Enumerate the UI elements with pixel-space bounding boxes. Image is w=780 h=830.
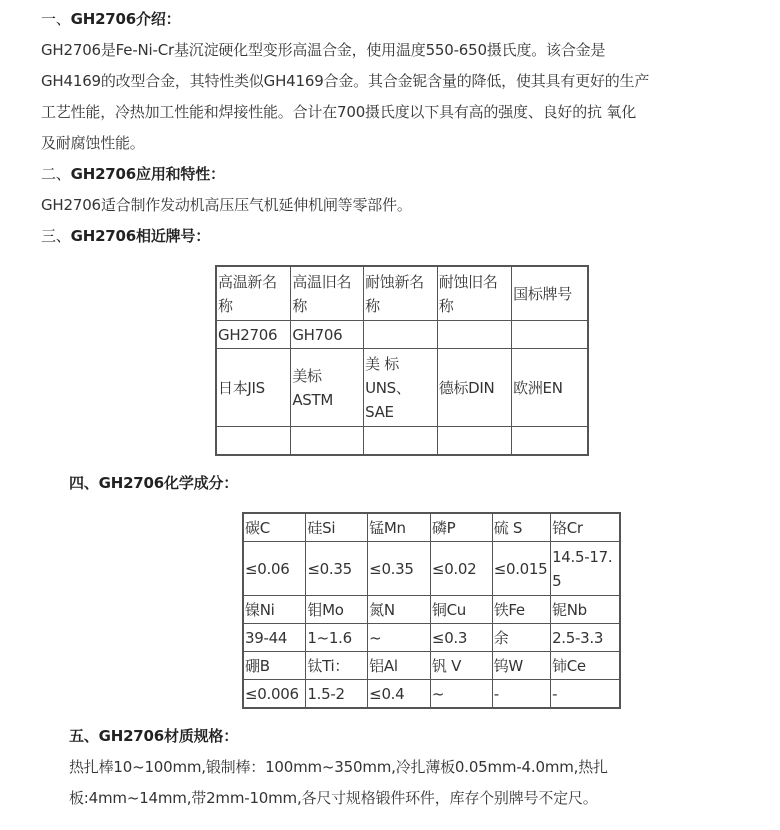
table-cell: 1.5-2 <box>306 680 368 709</box>
table-cell: 钒 V <box>430 652 492 680</box>
composition-table <box>242 512 621 709</box>
table-cell: 39-44 <box>243 624 306 652</box>
heading-title: 四、GH2706化学成分： <box>69 474 239 492</box>
table-row <box>216 321 588 349</box>
table-row <box>243 513 620 542</box>
table-cell <box>437 321 511 349</box>
table-cell: 锰Mn <box>368 513 431 542</box>
table-cell: ≤0.015 <box>492 542 550 596</box>
table-cell: ~ <box>430 680 492 709</box>
heading-title: 五、GH2706材质规格： <box>69 727 239 745</box>
table-cell <box>216 427 291 456</box>
table-cell <box>437 427 511 456</box>
table-cell: 耐蚀新名称 <box>364 266 438 321</box>
section-heading-grades <box>41 221 210 252</box>
table-cell: 高温新名称 <box>216 266 291 321</box>
table-cell: 高温旧名称 <box>291 266 364 321</box>
table-cell: 铌Nb <box>551 596 620 624</box>
table-cell: GH706 <box>291 321 364 349</box>
table-cell: 德标DIN <box>437 349 511 427</box>
heading-title: GH2706应用和特性： <box>70 165 225 183</box>
table-cell: ≤0.06 <box>243 542 306 596</box>
grades-table <box>215 265 589 456</box>
table-row <box>243 652 620 680</box>
table-cell <box>364 321 438 349</box>
table-row <box>216 349 588 427</box>
table-cell: - <box>551 680 620 709</box>
table-cell: 铈Ce <box>551 652 620 680</box>
table-cell: 硼B <box>243 652 306 680</box>
table-cell: 钼Mo <box>306 596 368 624</box>
table-cell: ≤0.3 <box>430 624 492 652</box>
table-row <box>243 596 620 624</box>
heading-prefix: 二、 <box>41 165 71 183</box>
table-cell: ≤0.35 <box>368 542 431 596</box>
table-cell: 钛Ti： <box>306 652 368 680</box>
intro-line: 工艺性能，冷热加工性能和焊接性能。合计在700摄氏度以下具有高的强度、良好的抗 氧化 <box>41 103 637 121</box>
table-cell: ≤0.02 <box>430 542 492 596</box>
table-cell <box>364 427 438 456</box>
intro-line: 及耐腐蚀性能。 <box>41 134 145 152</box>
table-cell: GH2706 <box>216 321 291 349</box>
table-cell: 铝Al <box>368 652 431 680</box>
table-cell: ≤0.4 <box>368 680 431 709</box>
table-cell: 氮N <box>368 596 431 624</box>
table-cell: 铬Cr <box>551 513 620 542</box>
table-cell: 硅Si <box>306 513 368 542</box>
table-row <box>216 427 588 456</box>
table-cell: 2.5-3.3 <box>551 624 620 652</box>
table-cell: 日本JIS <box>216 349 291 427</box>
table-cell: 耐蚀旧名称 <box>437 266 511 321</box>
table-cell: 欧洲EN <box>512 349 588 427</box>
table-cell: ≤0.006 <box>243 680 306 709</box>
table-cell: 1~1.6 <box>306 624 368 652</box>
table-row <box>216 266 588 321</box>
specs-line: 热扎棒10~100mm,锻制棒：100mm~350mm,冷扎薄板0.05mm-4.0mm,热扎 <box>69 758 608 776</box>
heading-prefix: 三、 <box>41 227 71 245</box>
specs-line: 板:4mm~14mm,带2mm-10mm,各尺寸规格锻件环件，库存个别牌号不定尺。 <box>69 789 598 807</box>
table-row <box>243 624 620 652</box>
table-cell <box>512 321 588 349</box>
table-cell: 钨W <box>492 652 550 680</box>
table-cell: 磷P <box>430 513 492 542</box>
table-cell: 铁Fe <box>492 596 550 624</box>
table-cell: 镍Ni <box>243 596 306 624</box>
section-heading-specs <box>69 721 238 752</box>
section-heading-application <box>41 159 225 190</box>
intro-line: GH4169的改型合金，其特性类似GH4169合金。其合金铌含量的降低，使其具有更好的生产 <box>41 72 650 90</box>
table-cell: 美标ASTM <box>291 349 364 427</box>
table-cell <box>291 427 364 456</box>
section-heading-composition <box>69 468 238 499</box>
table-cell: ~ <box>368 624 431 652</box>
table-cell: 美 标UNS、SAE <box>364 349 438 427</box>
table-cell: ≤0.35 <box>306 542 368 596</box>
table-row <box>243 542 620 596</box>
table-cell <box>512 427 588 456</box>
table-cell: 硫 S <box>492 513 550 542</box>
table-cell: 碳C <box>243 513 306 542</box>
table-cell: - <box>492 680 550 709</box>
table-cell: 铜Cu <box>430 596 492 624</box>
section-heading-intro <box>41 4 180 35</box>
application-line: GH2706适合制作发动机高压压气机延伸机闸等零部件。 <box>41 196 412 214</box>
table-row <box>243 680 620 709</box>
table-cell: 余 <box>492 624 550 652</box>
heading-title: GH2706相近牌号： <box>70 227 211 245</box>
intro-line: GH2706是Fe-Ni-Cr基沉淀硬化型变形高温合金，使用温度550-650摄氏度。该合金是 <box>41 41 606 59</box>
heading-title: GH2706介绍： <box>70 10 181 28</box>
table-cell: 14.5-17.5 <box>551 542 620 596</box>
table-cell: 国标牌号 <box>512 266 588 321</box>
heading-prefix: 一、 <box>41 10 71 28</box>
